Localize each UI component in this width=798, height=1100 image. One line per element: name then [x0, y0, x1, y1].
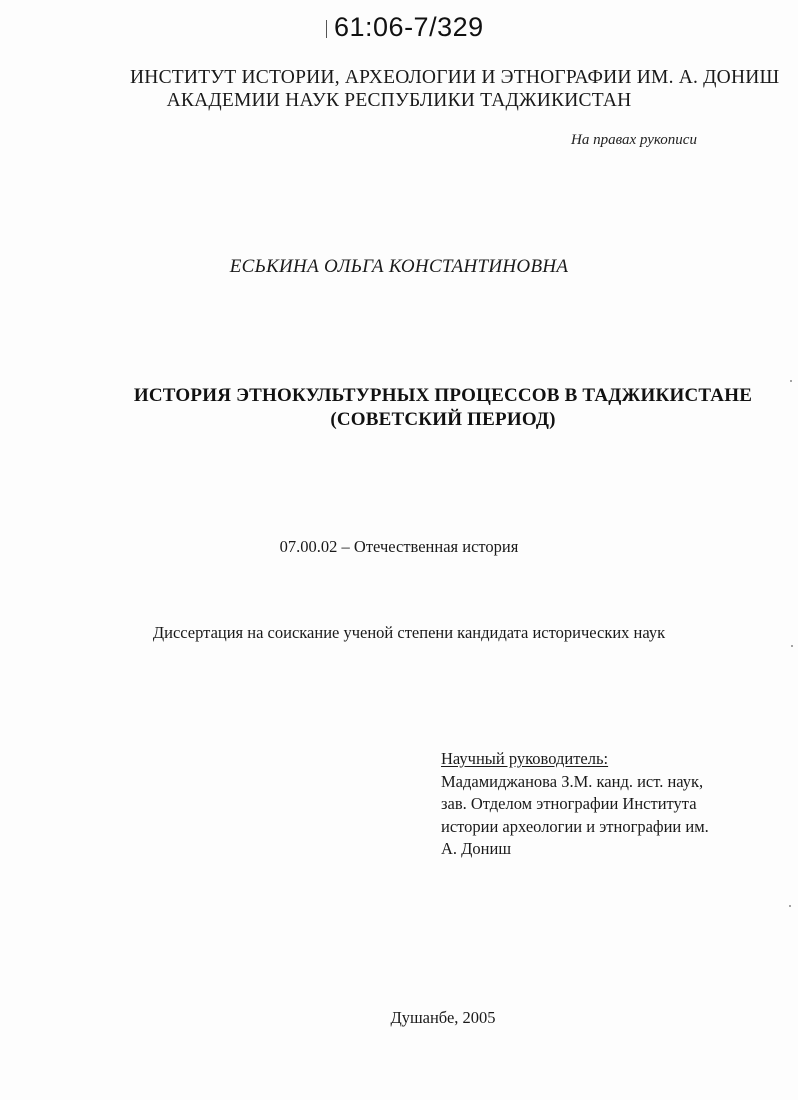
specialty-code: 07.00.02 – Отечественная история	[279, 537, 519, 556]
supervisor-heading: Научный руководитель:	[441, 749, 609, 768]
dissertation-title-line-1: ИСТОРИЯ ЭТНОКУЛЬТУРНЫХ ПРОЦЕССОВ В ТАДЖИКИСТАНЕ	[133, 385, 753, 406]
dissertation-title-line-2: (СОВЕТСКИЙ ПЕРИОД)	[330, 409, 556, 430]
scan-speck	[790, 380, 792, 382]
catalog-number: 61:06-7/329	[334, 12, 484, 42]
author-name: ЕСЬКИНА ОЛЬГА КОНСТАНТИНОВНА	[229, 256, 569, 277]
supervisor-line: А. Дониш	[441, 839, 512, 858]
institute-name-line-2: АКАДЕМИИ НАУК РЕСПУБЛИКИ ТАДЖИКИСТАН	[166, 90, 632, 111]
place-and-year: Душанбе, 2005	[390, 1008, 496, 1027]
supervisor-line: истории археологии и этнографии им.	[441, 816, 709, 836]
supervisor-line: Мадамиджанова З.М. канд. ист. наук,	[441, 771, 704, 791]
supervisor-line: зав. Отделом этнографии Института	[441, 794, 697, 813]
manuscript-rights-note: На правах рукописи	[571, 132, 697, 148]
scan-speck	[791, 645, 793, 647]
degree-statement: Диссертация на соискание ученой степени кандидата исторических наук	[152, 623, 666, 642]
supervisor-block	[441, 748, 709, 861]
scan-mark	[326, 20, 327, 38]
scan-speck	[789, 905, 791, 907]
institute-name-line-1: ИНСТИТУТ ИСТОРИИ, АРХЕОЛОГИИ И ЭТНОГРАФИИ ИМ. А. ДОНИШ	[130, 67, 780, 88]
